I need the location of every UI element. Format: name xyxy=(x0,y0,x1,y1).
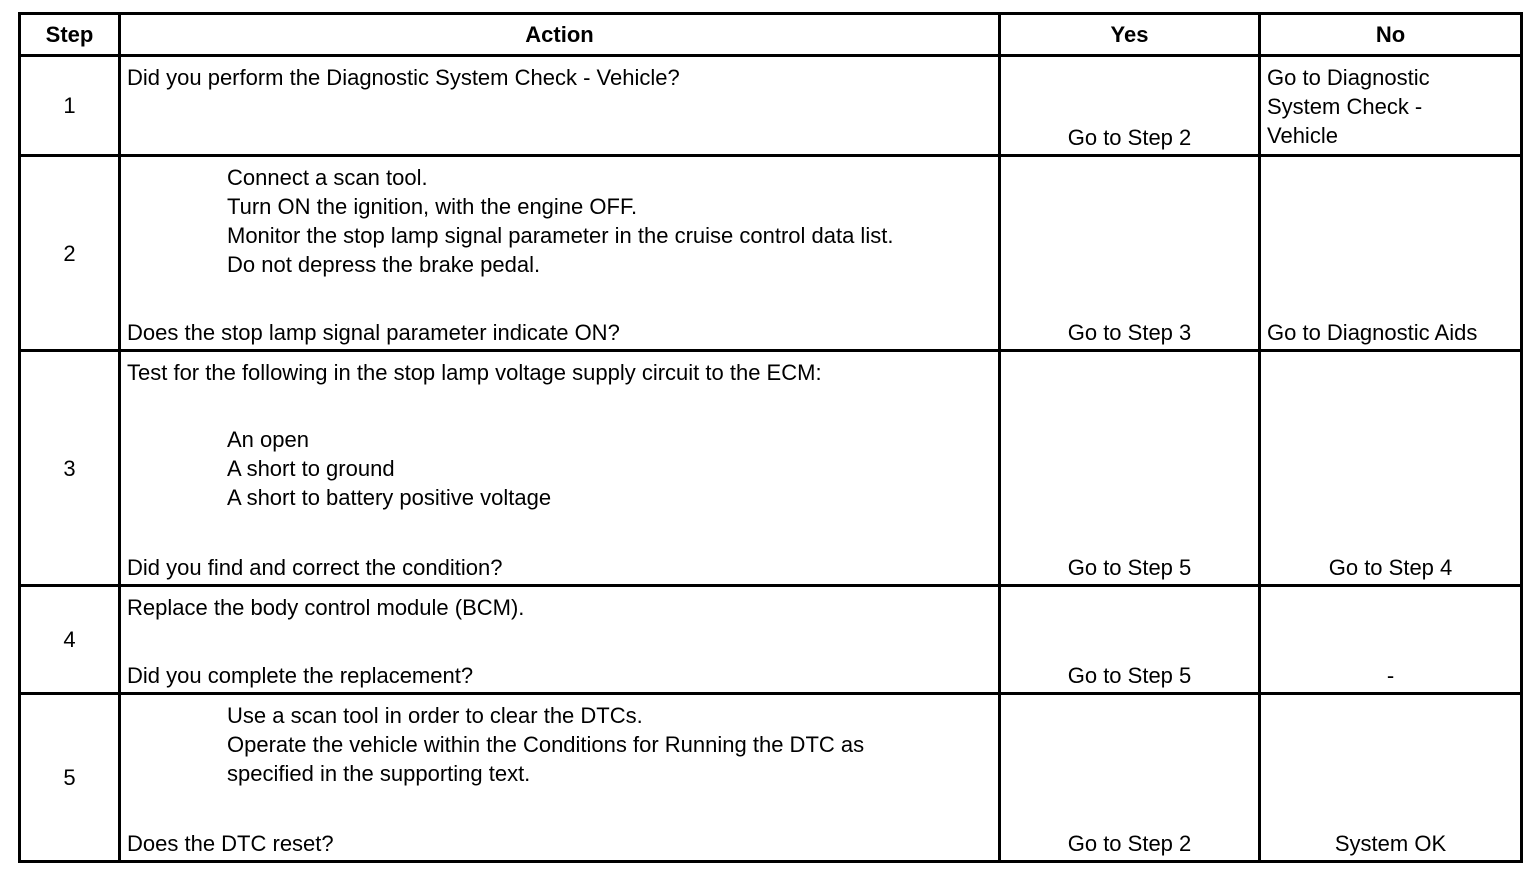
header-action: Action xyxy=(120,14,1000,56)
yes-cell: Go to Step 5 xyxy=(1000,351,1260,586)
step-number: 2 xyxy=(20,156,120,351)
no-line: System Check - xyxy=(1267,94,1423,119)
yes-cell: Go to Step 2 xyxy=(1000,694,1260,862)
header-row xyxy=(20,14,1522,56)
diagnostic-table xyxy=(18,12,1523,863)
action-cell xyxy=(120,56,1000,156)
action-intro: Replace the body control module (BCM). xyxy=(127,595,525,620)
no-cell: Go to Step 4 xyxy=(1260,351,1522,586)
action-step: A short to ground xyxy=(227,456,395,481)
header-step: Step xyxy=(20,14,120,56)
action-step: Do not depress the brake pedal. xyxy=(227,252,541,277)
action-steps xyxy=(127,701,994,788)
action-step: Connect a scan tool. xyxy=(227,165,428,190)
step-number: 5 xyxy=(20,694,120,862)
no-line: Go to Diagnostic xyxy=(1267,65,1430,90)
yes-cell: Go to Step 3 xyxy=(1000,156,1260,351)
table-row xyxy=(20,694,1522,862)
action-step: A short to battery positive voltage xyxy=(227,485,552,510)
yes-cell: Go to Step 5 xyxy=(1000,586,1260,694)
no-cell: System OK xyxy=(1260,694,1522,862)
action-intro: Test for the following in the stop lamp voltage supply circuit to the ECM: xyxy=(127,360,822,385)
header-no: No xyxy=(1260,14,1522,56)
table-row xyxy=(20,56,1522,156)
action-question: Does the stop lamp signal parameter indicate ON? xyxy=(127,320,620,345)
no-line: Vehicle xyxy=(1267,123,1338,148)
action-steps xyxy=(127,163,994,279)
action-step: An open xyxy=(227,427,309,452)
action-cell xyxy=(120,156,1000,351)
table-row xyxy=(20,156,1522,351)
action-question: Does the DTC reset? xyxy=(127,831,334,856)
action-cell xyxy=(120,694,1000,862)
action-step: Monitor the stop lamp signal parameter in the cruise control data list. xyxy=(227,223,894,248)
table-row xyxy=(20,586,1522,694)
action-cell xyxy=(120,586,1000,694)
action-step: Operate the vehicle within the Conditions for Running the DTC as xyxy=(227,732,865,757)
header-yes: Yes xyxy=(1000,14,1260,56)
action-step: Use a scan tool in order to clear the DTCs. xyxy=(227,703,643,728)
table-row xyxy=(20,351,1522,586)
action-step: specified in the supporting text. xyxy=(227,761,531,786)
action-top xyxy=(127,358,994,512)
no-cell: Go to Diagnostic Aids xyxy=(1260,156,1522,351)
step-number: 3 xyxy=(20,351,120,586)
step-number: 4 xyxy=(20,586,120,694)
action-question: Did you complete the replacement? xyxy=(127,663,474,688)
step-number: 1 xyxy=(20,56,120,156)
yes-cell: Go to Step 2 xyxy=(1000,56,1260,156)
no-cell xyxy=(1260,56,1522,156)
no-cell: - xyxy=(1260,586,1522,694)
action-step: Turn ON the ignition, with the engine OFF. xyxy=(227,194,638,219)
action-question: Did you find and correct the condition? xyxy=(127,555,503,580)
action-intro: Did you perform the Diagnostic System Check - Vehicle? xyxy=(127,65,680,90)
action-cell xyxy=(120,351,1000,586)
